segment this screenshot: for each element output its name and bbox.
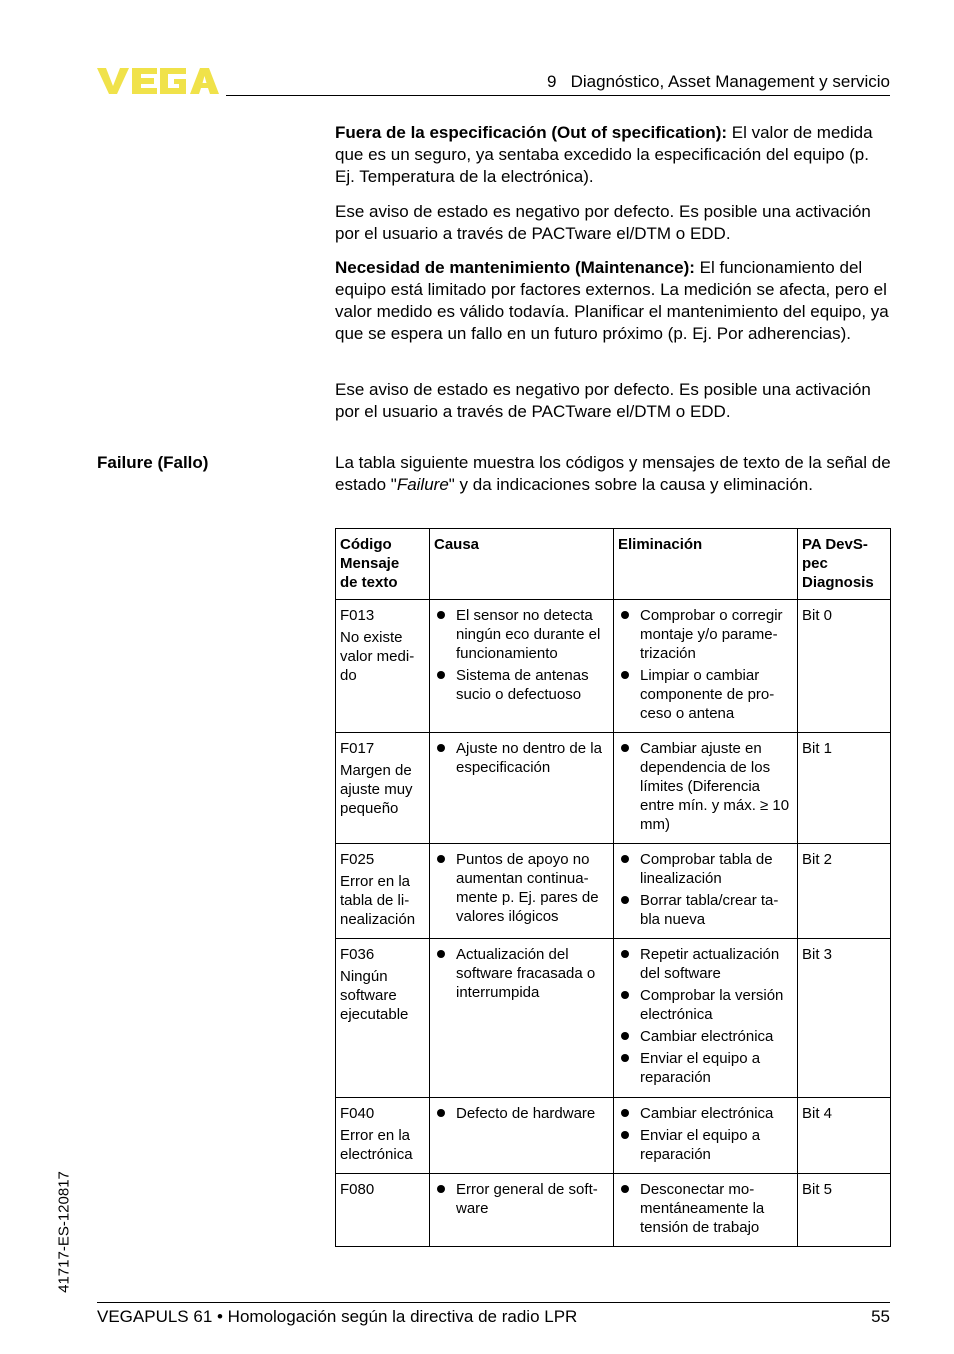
cell-elimination: [614, 600, 798, 733]
text-out-of-spec: El valor de medida que es un seguro, ya sentaba excedido la especificación del equipo (p. Ej. Temperatura de la electrónica).: [335, 123, 873, 186]
cell-cause-list: [434, 850, 609, 926]
cause-item: Error general de soft-ware: [434, 1180, 609, 1218]
text-default-negative-2: Ese aviso de estado es negativo por defecto. Es posible una activación por el usuario a través de PACTware el/DTM o EDD.: [335, 380, 871, 421]
col-header-diagnosis: PA DevS- pec Diagnosis: [798, 529, 891, 600]
cause-item: Sistema de antenas sucio o defectuoso: [434, 666, 609, 704]
cell-elimination-list: [618, 945, 793, 1087]
cause-item: Actualización del software fracasada o interrumpida: [434, 945, 609, 1002]
cause-item: Puntos de apoyo no aumentan continua-mente p. Ej. pares de valores ilógicos: [434, 850, 609, 926]
cause-item: El sensor no detecta ningún eco durante el funcionamiento: [434, 606, 609, 663]
cell-cause: [430, 600, 614, 733]
page-number: 55: [871, 1307, 890, 1326]
elimination-item: Cambiar electrónica: [618, 1027, 793, 1046]
error-code: F013: [340, 607, 375, 624]
cell-elimination-list: [618, 1180, 793, 1237]
table-row: [336, 1098, 891, 1174]
cell-cause: [430, 733, 614, 844]
cell-code-message: [336, 1098, 430, 1174]
col-header-code: Código Mensaje de texto: [336, 529, 430, 600]
cell-cause-list: [434, 606, 609, 704]
document-number: [44, 1158, 84, 1306]
cell-cause: [430, 939, 614, 1098]
elimination-item: Cambiar electrónica: [618, 1104, 793, 1123]
cell-diagnosis-bit: Bit 3: [798, 939, 891, 1098]
cell-elimination-list: [618, 606, 793, 723]
error-message: Ningún software ejecutable: [340, 968, 409, 1023]
failure-codes-table: [335, 528, 891, 1247]
paragraph-out-of-spec: [335, 122, 891, 188]
error-code: F080: [340, 1181, 375, 1198]
elimination-item: Limpiar o cambiar componente de pro-ceso o antena: [618, 666, 793, 723]
col-header-cause: Causa: [430, 529, 614, 600]
table-row: [336, 733, 891, 844]
elimination-item: Repetir actualización del software: [618, 945, 793, 983]
col-header-elimination: Eliminación: [614, 529, 798, 600]
elimination-item: Borrar tabla/crear ta-bla nueva: [618, 891, 793, 929]
section-title: 9 Diagnóstico, Asset Management y servicio: [547, 72, 890, 91]
cell-diagnosis-bit: Bit 2: [798, 844, 891, 939]
table-header-row: [336, 529, 891, 600]
vega-logo-mark: [97, 66, 219, 96]
elimination-item: Enviar el equipo a reparación: [618, 1049, 793, 1087]
cell-elimination: [614, 733, 798, 844]
table-row: [336, 600, 891, 733]
table-row: [336, 939, 891, 1098]
cell-elimination-list: [618, 739, 793, 834]
cell-elimination: [614, 1174, 798, 1247]
cell-elimination: [614, 844, 798, 939]
paragraph-default-negative-2: [335, 379, 891, 423]
cell-code-message: [336, 1174, 430, 1247]
cell-diagnosis-bit: Bit 5: [798, 1174, 891, 1247]
table-row: [336, 1174, 891, 1247]
intro-after: " y da indicaciones sobre la causa y eliminación.: [448, 475, 813, 494]
cause-item: Ajuste no dentro de la especificación: [434, 739, 609, 777]
footer-rule: [97, 1302, 890, 1303]
cell-code-message: [336, 939, 430, 1098]
text-default-negative-1: Ese aviso de estado es negativo por defecto. Es posible una activación por el usuario a través de PACTware el/DTM o EDD.: [335, 202, 871, 243]
error-code: F025: [340, 851, 375, 868]
cell-cause: [430, 1098, 614, 1174]
elimination-item: Comprobar tabla de linealización: [618, 850, 793, 888]
cell-elimination-list: [618, 1104, 793, 1164]
error-message: No existe valor medi-do: [340, 629, 415, 684]
intro-before: La tabla siguiente muestra los códigos y mensajes de texto de la señal de estado ": [335, 453, 891, 494]
footer-title: VEGAPULS 61 • Homologación según la directiva de radio LPR: [97, 1307, 578, 1326]
cell-cause: [430, 844, 614, 939]
error-message: Margen de ajuste muy pequeño: [340, 762, 413, 817]
error-message: Error en la electrónica: [340, 1127, 413, 1163]
cell-diagnosis-bit: Bit 0: [798, 600, 891, 733]
failure-label: Failure (Fallo): [97, 453, 209, 472]
cell-code-message: [336, 844, 430, 939]
cell-cause-list: [434, 1180, 609, 1218]
cell-cause-list: [434, 1104, 609, 1123]
cell-elimination: [614, 939, 798, 1098]
paragraph-maintenance: [335, 257, 891, 345]
cell-cause-list: [434, 945, 609, 1002]
elimination-item: Cambiar ajuste en dependencia de los límites (Diferencia entre mín. y máx. ≥ 10 mm): [618, 739, 793, 834]
failure-intro: [335, 452, 891, 496]
cell-diagnosis-bit: Bit 1: [798, 733, 891, 844]
cell-diagnosis-bit: Bit 4: [798, 1098, 891, 1174]
elimination-item: Comprobar o corregir montaje y/o parame-trización: [618, 606, 793, 663]
term-out-of-spec: Fuera de la especificación (Out of specification):: [335, 123, 728, 142]
cell-cause-list: [434, 739, 609, 777]
paragraph-default-negative-1: [335, 201, 891, 245]
intro-italic: Failure: [396, 475, 449, 494]
elimination-item: Comprobar la versión electrónica: [618, 986, 793, 1024]
header-rule: [226, 95, 890, 96]
term-maintenance: Necesidad de mantenimiento (Maintenance):: [335, 258, 695, 277]
table-body: [336, 600, 891, 1247]
cell-elimination: [614, 1098, 798, 1174]
vega-logo: [97, 66, 219, 96]
cause-item: Defecto de hardware: [434, 1104, 609, 1123]
error-code: F036: [340, 946, 375, 963]
error-message: Error en la tabla de li-nealización: [340, 873, 416, 928]
elimination-item: Desconectar mo-mentáneamente la tensión de trabajo: [618, 1180, 793, 1237]
error-code: F040: [340, 1105, 375, 1122]
cell-elimination-list: [618, 850, 793, 929]
document-number-text: 41717-ES-120817: [55, 1171, 73, 1293]
error-code: F017: [340, 740, 375, 757]
text-maintenance: El funcionamiento del equipo está limitado por factores externos. La medición se afecta, pero el valor medido es válido todavía. Planificar el mantenimiento del equipo, ya que se espera un fallo en un futuro próximo (p. Ej. Por adherencias).: [335, 258, 889, 343]
cell-cause: [430, 1174, 614, 1247]
cell-code-message: [336, 733, 430, 844]
cell-code-message: [336, 600, 430, 733]
table-row: [336, 844, 891, 939]
elimination-item: Enviar el equipo a reparación: [618, 1126, 793, 1164]
